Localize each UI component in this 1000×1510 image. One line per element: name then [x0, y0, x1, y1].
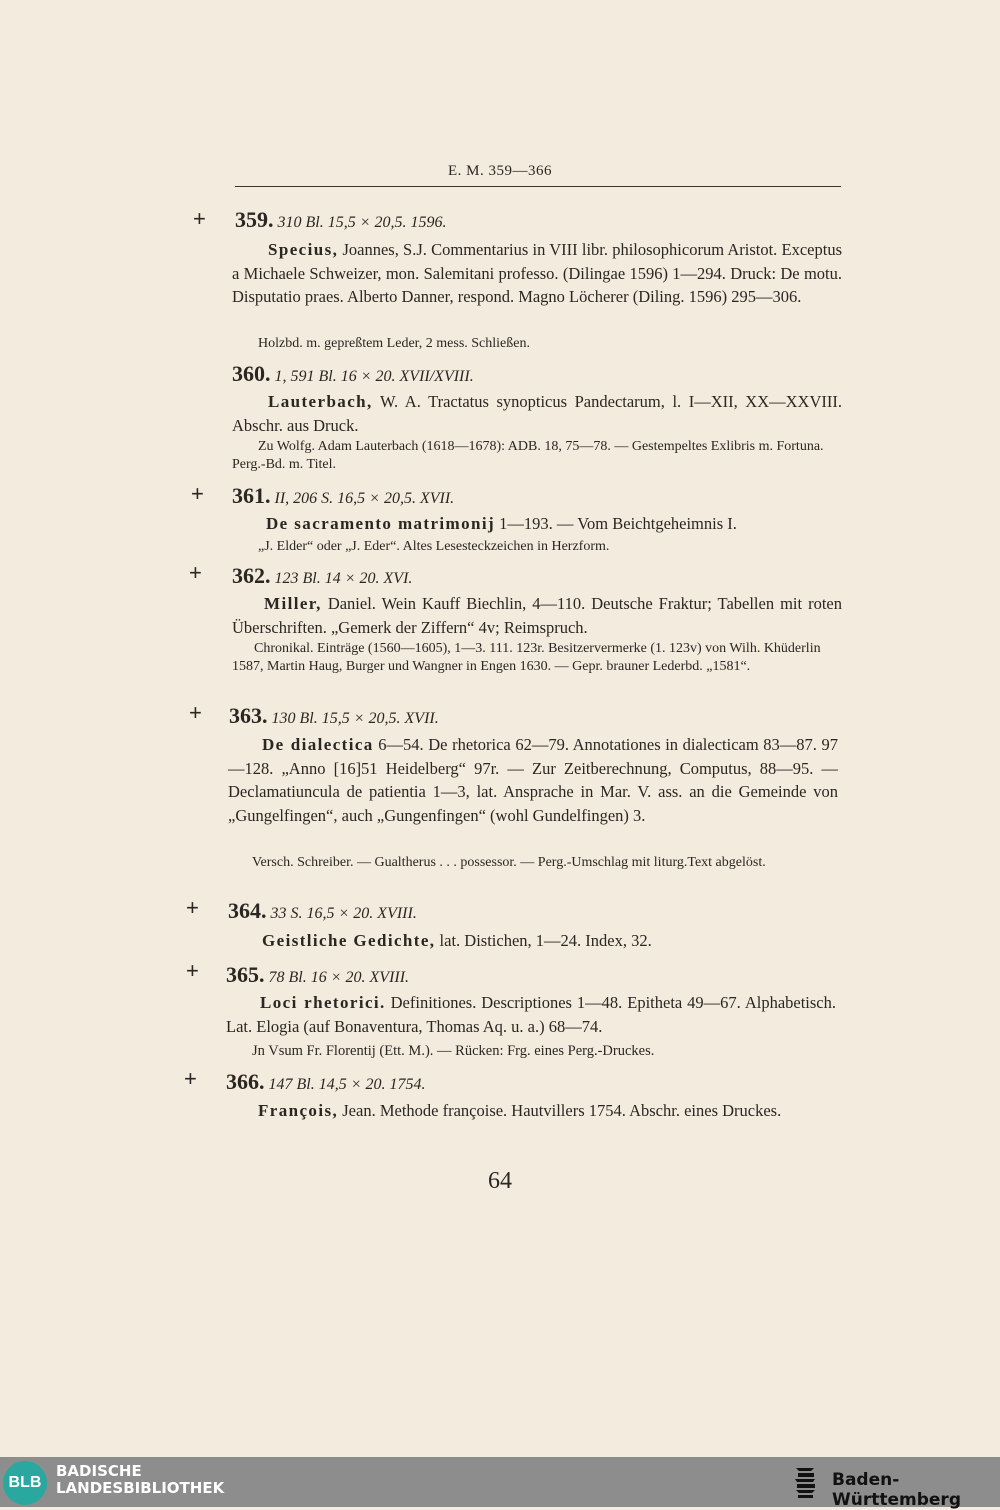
entry-note: Holzbd. m. gepreßtem Leder, 2 mess. Schließen. — [258, 336, 530, 351]
entry-number: 366. — [226, 1069, 265, 1094]
entry-description: 123 Bl. 14 × 20. XVI. — [274, 570, 413, 587]
library-name-line1: BADISCHE — [56, 1462, 142, 1480]
entry-note: Jn Vsum Fr. Florentij (Ett. M.). — Rücken: Frg. eines Perg.-Druckes. — [252, 1043, 655, 1059]
entry-note: „J. Elder“ oder „J. Eder“. Altes Lesesteckzeichen in Herzform. — [258, 539, 610, 554]
entry-description: 130 Bl. 15,5 × 20,5. XVII. — [271, 710, 439, 727]
entry-number: 362. — [232, 563, 271, 588]
entry-marker: + — [193, 206, 206, 231]
header-rule — [235, 186, 841, 187]
entry-text — [232, 238, 842, 309]
entry-description: 78 Bl. 16 × 20. XVIII. — [268, 969, 410, 986]
running-head: E. M. 359—366 — [448, 163, 552, 179]
entry-description: II, 206 S. 16,5 × 20,5. XVII. — [274, 490, 455, 507]
entry-number: 365. — [226, 962, 265, 987]
entry-title: Loci rhetorici. — [260, 993, 386, 1012]
entry-text — [232, 592, 842, 639]
entry-heading — [226, 1069, 426, 1095]
entry-body: 1—193. — Vom Beichtgeheimnis I. — [499, 514, 737, 533]
entry-body: Daniel. Wein Kauff Biechlin, 4—110. Deutsche Fraktur; Tabellen mit roten Überschriften. „Gemerk der Ziffern“ 4v; Reimspruch. — [232, 594, 843, 637]
entry-heading — [232, 563, 412, 589]
entry-title: De sacramento matrimonij — [266, 514, 496, 533]
entry-heading — [235, 207, 447, 233]
library-name-line2: LANDESBIBLIOTHEK — [56, 1479, 225, 1497]
entry-marker: + — [186, 895, 199, 920]
entry-body: lat. Distichen, 1—24. Index, 32. — [439, 931, 652, 950]
entry-heading — [229, 703, 439, 729]
entry-note: Zu Wolfg. Adam Lauterbach (1618—1678): ADB. 18, 75—78. — Gestempeltes Exlibris m. Fortuna. Perg.-Bd. m. Titel. — [232, 439, 824, 472]
entry-body: Definitiones. Descriptiones 1—48. Epitheta 49—67. Alphabetisch. Lat. Elogia (auf Bonaventura, Thomas Aq. u. a.) 68—74. — [226, 993, 837, 1036]
entry-heading — [226, 962, 409, 988]
entry-note: Versch. Schreiber. — Gualtherus . . . possessor. — Perg.-Umschlag mit liturg.Text abgelöst. — [252, 855, 766, 870]
entry-text — [228, 929, 838, 953]
entry-heading — [232, 361, 474, 387]
entry-heading — [232, 483, 454, 509]
entry-description: 147 Bl. 14,5 × 20. 1754. — [268, 1076, 426, 1093]
entry-heading — [228, 898, 417, 924]
entry-text — [226, 991, 836, 1038]
page-number: 64 — [488, 1168, 512, 1194]
entry-title: Geistliche Gedichte, — [262, 931, 436, 950]
entry-body: Joannes, S.J. Commentarius in VIII libr. philosophicorum Aristot. Exceptus a Michaele Schweizer, mon. Salemitani professo. (Dilingae 1596) 1—294. Druck: De motu. Disputatio praes. Alberto Danner, respond. Magno Löcherer (Diling. 1596) 295—306. — [232, 240, 842, 306]
entry-text — [232, 390, 842, 437]
entry-author: Miller, — [264, 594, 322, 613]
entry-description: 1, 591 Bl. 16 × 20. XVII/XVIII. — [274, 368, 474, 385]
entry-number: 359. — [235, 207, 274, 232]
entry-marker: + — [191, 481, 204, 506]
entry-description: 310 Bl. 15,5 × 20,5. 1596. — [277, 214, 447, 231]
entry-number: 363. — [229, 703, 268, 728]
footer-bar — [0, 1457, 1000, 1510]
entry-title: De dialectica — [262, 735, 374, 754]
entry-number: 360. — [232, 361, 271, 386]
entry-body: W. A. Tractatus synopticus Pandectarum, l. I—XII, XX—XXVIII. Abschr. aus Druck. — [232, 392, 842, 435]
entry-marker: + — [189, 560, 202, 585]
entry-marker: + — [189, 700, 202, 725]
entry-body: 6—54. De rhetorica 62—79. Annotationes in dialecticam 83—87. 97—128. „Anno [16]51 Heidelberg“ 97r. — Zur Zeitberechnung, Computus, 88—95. — Declamatiuncula de patientia 1—3, lat. Ansprache in Mar. V. ass. an die Gemeinde von „Gungelfingen“, auch „Gungenfingen“ (wohl Gundelfingen) 3. — [228, 735, 838, 825]
entry-body: Jean. Methode françoise. Hautvillers 1754. Abschr. eines Druckes. — [342, 1101, 782, 1120]
entry-text — [228, 733, 838, 827]
entry-author: Specius, — [268, 240, 339, 259]
entry-author: François, — [258, 1101, 339, 1120]
entry-note: Chronikal. Einträge (1560—1605), 1—3. 111. 123r. Besitzervermerke (1. 123v) von Wilh. Khüderlin 1587, Martin Haug, Burger und Wangner in Engen 1630. — Gepr. brauner Lederbd. „1581“. — [232, 641, 821, 674]
blb-logo-icon[interactable]: BLB — [3, 1461, 47, 1505]
entry-text — [232, 512, 842, 536]
entry-author: Lauterbach, — [268, 392, 373, 411]
entry-marker: + — [184, 1066, 197, 1091]
entry-text — [224, 1099, 834, 1123]
entry-number: 364. — [228, 898, 267, 923]
state-lions-icon — [792, 1465, 820, 1499]
state-name[interactable]: Baden-Württemberg — [832, 1470, 961, 1510]
entry-description: 33 S. 16,5 × 20. XVIII. — [270, 905, 417, 922]
entry-marker: + — [186, 958, 199, 983]
entry-number: 361. — [232, 483, 271, 508]
library-name[interactable] — [56, 1463, 224, 1497]
